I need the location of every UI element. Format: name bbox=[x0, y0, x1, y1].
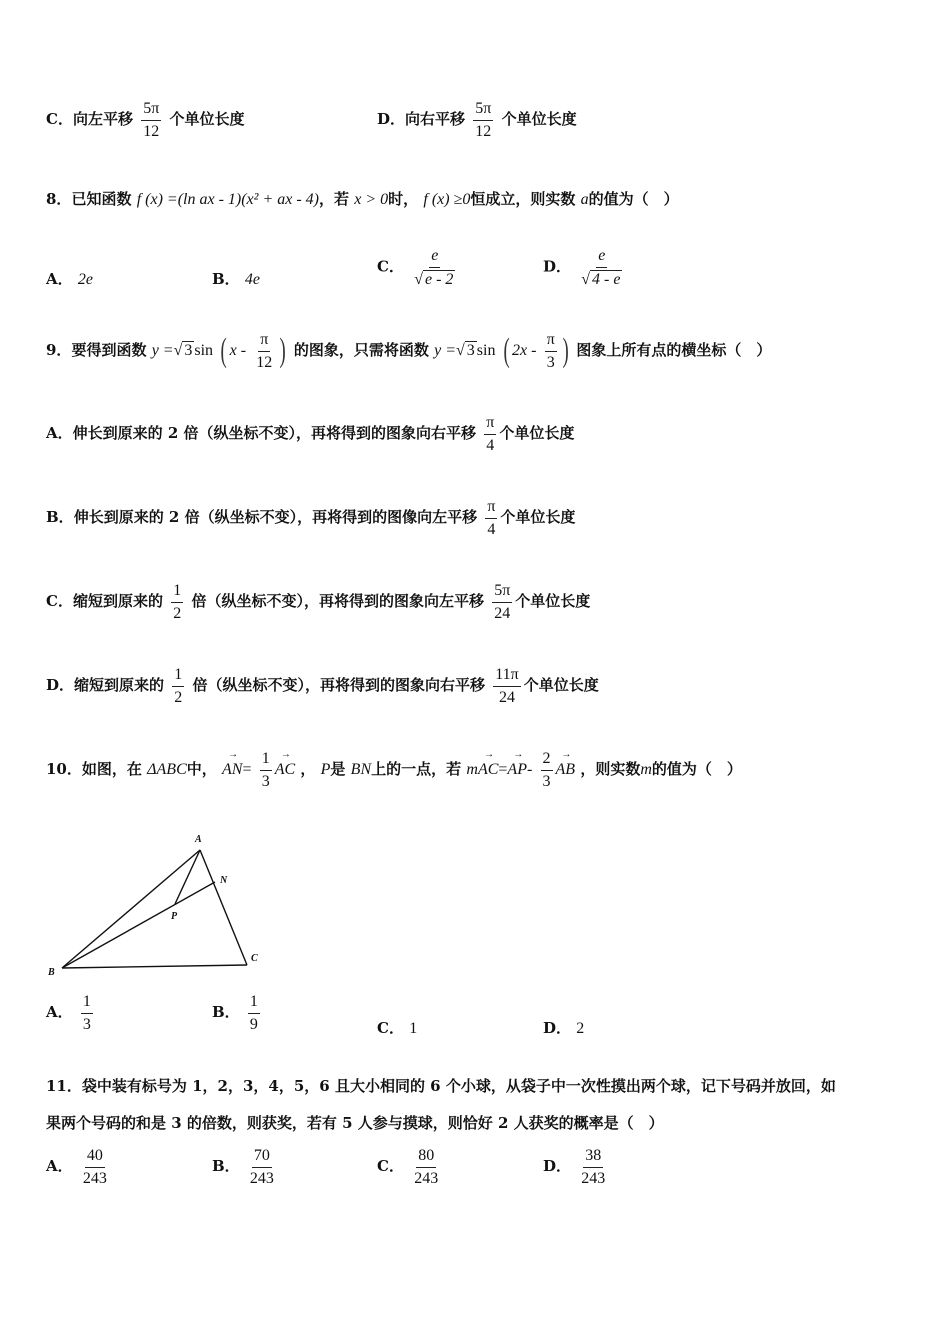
fraction: $\frac{\pi}{12}$ bbox=[256, 331, 273, 371]
fraction: $\frac{\pi}{4}$ bbox=[486, 414, 495, 454]
fraction: $\frac{e}{√ 4 - e}$ bbox=[581, 247, 621, 288]
q9-option-b: B．伸长到原来的 2 倍（纵坐标不变），再将得到的图像向左平移 $\frac{\pi}{4}$ 个单位长度 bbox=[46, 498, 576, 538]
q8-option-d: D． $\frac{e}{√ 4 - e}$ bbox=[543, 247, 627, 288]
edge-bc bbox=[62, 965, 247, 968]
fraction: $\frac{e}{√ e - 2}$ bbox=[414, 247, 454, 288]
label-p: P bbox=[171, 911, 178, 922]
fraction: $\frac{5\pi}{24}$ bbox=[494, 582, 511, 622]
q8-option-b: B． 4e bbox=[212, 270, 261, 288]
label-n: N bbox=[220, 875, 228, 886]
fraction: $\frac{\pi}{3}$ bbox=[546, 331, 555, 371]
q9-option-c: C．缩短到原来的 $\frac{1}{2}$ 倍（纵坐标不变），再将得到的图象向左平移 $\frac{5\pi}{24}$ 个单位长度 bbox=[46, 582, 591, 622]
q10-stem: 10．如图，在 ΔABC中， → AN= $\frac{1}{3}$ → AC ， P是 BN上的一点，若 m→ AC=→ AP- $\frac{2}{3}$ → AB ，则实数m的值为（ ） bbox=[46, 750, 742, 790]
label-c: C bbox=[251, 953, 258, 964]
q10-option-d: D． 2 bbox=[543, 1019, 585, 1037]
fraction: $\frac{11\pi}{24}$ bbox=[495, 666, 519, 706]
q11-option-d: D． $\frac{38}{243}$ bbox=[543, 1147, 606, 1187]
q11-stem-line2: 果两个号码的和是 3 的倍数，则获奖，若有 5 人参与摸球，则恰好 2 人获奖的概率是（ ） bbox=[46, 1114, 664, 1132]
q7-option-d: D．向右平移 $\frac{5\pi}{12}$ 个单位长度 bbox=[377, 100, 577, 140]
edge-ac bbox=[200, 850, 247, 965]
fraction: $\frac{\pi}{4}$ bbox=[487, 498, 496, 538]
label-a: A bbox=[195, 834, 202, 845]
q11-stem-line1: 11．袋中装有标号为 1，2，3，4，5，6 且大小相同的 6 个小球，从袋子中一次性摸出两个球，记下号码并放回，如 bbox=[46, 1077, 836, 1095]
q7-option-c: C．向左平移 $\frac{5\pi}{12}$ 个单位长度 bbox=[46, 100, 245, 140]
fraction: $\frac{38}{243}$ bbox=[581, 1147, 606, 1187]
fraction: $\frac{1}{2}$ bbox=[173, 582, 182, 622]
label-b: B bbox=[48, 967, 55, 978]
fraction: $\frac{80}{243}$ bbox=[414, 1147, 439, 1187]
fraction: $\frac{5\pi}{12}$ bbox=[475, 100, 492, 140]
q8-option-a: A． 2e bbox=[46, 270, 93, 288]
q10-option-c: C． 1 bbox=[377, 1019, 418, 1037]
q10-option-a: A． $\frac{1}{3}$ bbox=[46, 993, 91, 1033]
edge-ba bbox=[62, 850, 200, 968]
q8-option-c: C． $\frac{e}{√ e - 2}$ bbox=[377, 247, 460, 288]
fraction: $\frac{1}{2}$ bbox=[174, 666, 183, 706]
q8-function: f (x) =(ln ax - 1)(x² + ax - 4) bbox=[136, 191, 319, 208]
segment-bn bbox=[62, 882, 215, 968]
fraction: $\frac{70}{243}$ bbox=[249, 1147, 274, 1187]
fraction: $\frac{2}{3}$ bbox=[542, 750, 551, 790]
fraction: $\frac{1}{3}$ bbox=[82, 993, 91, 1033]
fraction: $\frac{1}{3}$ bbox=[261, 750, 270, 790]
q9-option-a: A．伸长到原来的 2 倍（纵坐标不变），再将得到的图象向右平移 $\frac{\pi}{4}$ 个单位长度 bbox=[46, 414, 575, 454]
q8-stem: 8．已知函数 f (x) =(ln ax - 1)(x² + ax - 4)，若 x > 0时， f (x) ≥0恒成立，则实数 a的值为（ ） bbox=[46, 190, 679, 208]
fraction: $\frac{5\pi}{12}$ bbox=[143, 100, 160, 140]
q10-option-b: B． $\frac{1}{9}$ bbox=[212, 993, 258, 1033]
segment-ap bbox=[175, 850, 200, 904]
q9-stem: 9．要得到函数 y =√ 3 sin ( x - $\frac{\pi}{12}$ ) 的图象，只需将函数 y =√ 3 sin ( 2x - $\frac{\pi}{3}$ ) 图象上所有点的横坐标（ ） bbox=[46, 331, 772, 371]
fraction: $\frac{1}{9}$ bbox=[249, 993, 258, 1033]
q9-option-d: D．缩短到原来的 $\frac{1}{2}$ 倍（纵坐标不变），再将得到的图象向右平移 $\frac{11\pi}{24}$ 个单位长度 bbox=[46, 666, 599, 706]
q11-option-c: C． $\frac{80}{243}$ bbox=[377, 1147, 439, 1187]
triangle-figure bbox=[44, 830, 274, 980]
fraction: $\frac{40}{243}$ bbox=[82, 1147, 107, 1187]
q11-option-a: A． $\frac{40}{243}$ bbox=[46, 1147, 107, 1187]
q11-option-b: B． $\frac{70}{243}$ bbox=[212, 1147, 274, 1187]
